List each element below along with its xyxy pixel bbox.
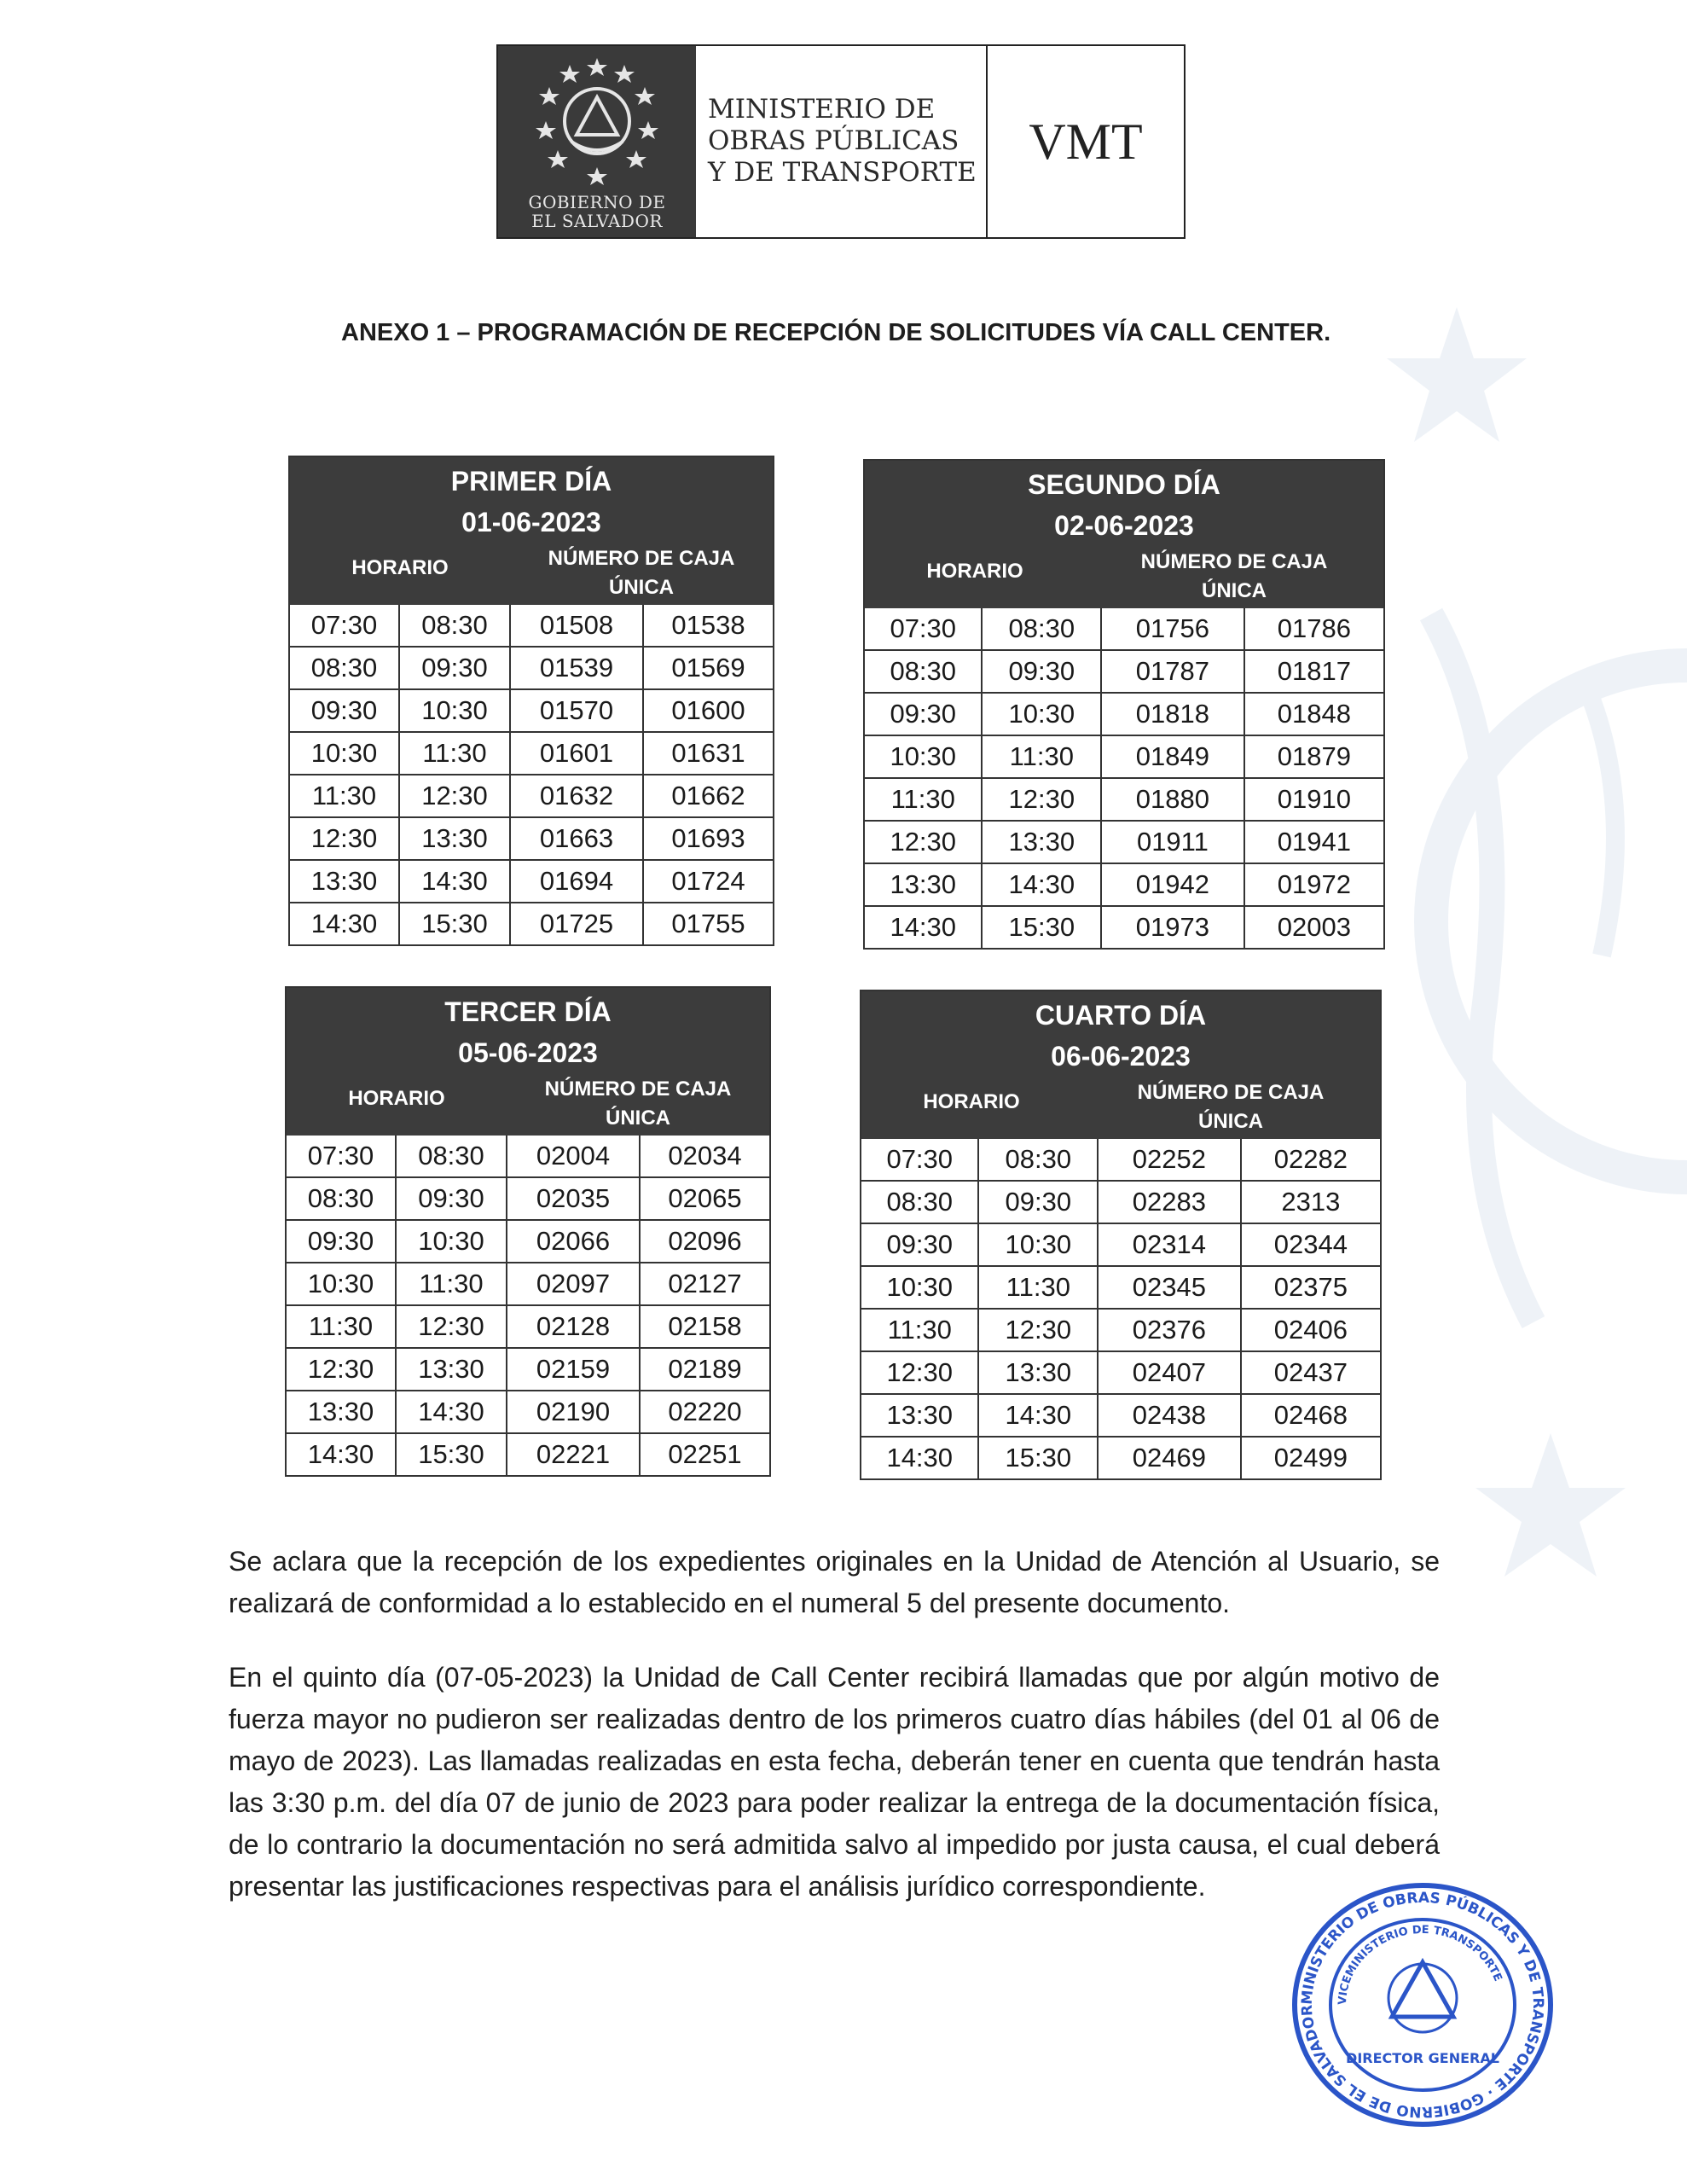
box-number-end-cell: 02096 — [640, 1220, 769, 1263]
column-header-caja: NÚMERO DE CAJA ÚNICA — [548, 547, 735, 599]
box-number-start-cell: 01973 — [1101, 906, 1244, 948]
time-start-cell: 12:30 — [290, 817, 399, 860]
box-number-end-cell: 02158 — [640, 1305, 769, 1348]
government-logo — [498, 46, 696, 237]
box-number-start-cell: 02066 — [507, 1220, 640, 1263]
day-date: 05-06-2023 — [458, 1037, 598, 1068]
box-number-start-cell: 01849 — [1101, 735, 1244, 778]
time-start-cell: 09:30 — [865, 693, 982, 735]
time-end-cell: 13:30 — [982, 821, 1101, 863]
column-header-horario: HORARIO — [348, 1087, 445, 1110]
svg-text:MINISTERIO DE OBRAS PÚBLICAS Y: MINISTERIO DE OBRAS PÚBLICAS Y DE TRANSPORTE · GOBIERNO DE EL SALVADOR — [1298, 1889, 1547, 2121]
table-row — [287, 1391, 769, 1433]
box-number-start-cell: 02407 — [1098, 1351, 1241, 1394]
table-row — [861, 1181, 1380, 1223]
table-row — [290, 605, 773, 647]
box-number-start-cell: 02469 — [1098, 1437, 1241, 1478]
box-number-start-cell: 02097 — [507, 1263, 640, 1305]
time-start-cell: 07:30 — [861, 1139, 978, 1181]
table-row — [861, 1437, 1380, 1478]
time-end-cell: 12:30 — [399, 775, 510, 817]
table-row — [290, 903, 773, 944]
day-label: TERCER DÍA — [444, 996, 612, 1027]
box-number-start-cell: 02252 — [1098, 1139, 1241, 1181]
box-number-start-cell: 01818 — [1101, 693, 1244, 735]
box-number-end-cell: 01972 — [1244, 863, 1383, 906]
box-number-end-cell: 01817 — [1244, 650, 1383, 693]
time-start-cell: 14:30 — [287, 1433, 396, 1475]
box-number-end-cell: 01538 — [643, 605, 773, 647]
time-start-cell: 11:30 — [290, 775, 399, 817]
table-row — [865, 778, 1383, 821]
schedule-table-day-3 — [285, 986, 771, 1477]
time-start-cell: 10:30 — [290, 732, 399, 775]
box-number-start-cell: 02004 — [507, 1136, 640, 1177]
time-end-cell: 11:30 — [399, 732, 510, 775]
box-number-end-cell: 01848 — [1244, 693, 1383, 735]
time-end-cell: 15:30 — [396, 1433, 507, 1475]
column-header-caja: NÚMERO DE CAJA ÚNICA — [1140, 550, 1328, 602]
column-header-horario: HORARIO — [923, 1090, 1020, 1113]
time-start-cell: 09:30 — [861, 1223, 978, 1266]
time-start-cell: 08:30 — [287, 1177, 396, 1220]
table-row — [861, 1351, 1380, 1394]
table-row — [287, 1220, 769, 1263]
day-date: 02-06-2023 — [1054, 510, 1194, 541]
time-start-cell: 12:30 — [287, 1348, 396, 1391]
schedule-header — [865, 461, 1383, 608]
box-number-end-cell: 01600 — [643, 689, 773, 732]
table-row — [290, 689, 773, 732]
time-start-cell: 11:30 — [861, 1309, 978, 1351]
table-row — [287, 1136, 769, 1177]
day-date: 01-06-2023 — [461, 507, 601, 537]
box-number-start-cell: 02128 — [507, 1305, 640, 1348]
schedule-rows — [290, 605, 773, 944]
day-date: 06-06-2023 — [1051, 1041, 1191, 1072]
box-number-start-cell: 01663 — [510, 817, 643, 860]
table-row — [865, 735, 1383, 778]
table-row — [861, 1266, 1380, 1309]
box-number-start-cell: 01787 — [1101, 650, 1244, 693]
schedule-rows — [865, 608, 1383, 948]
time-end-cell: 11:30 — [982, 735, 1101, 778]
box-number-start-cell: 02159 — [507, 1348, 640, 1391]
time-end-cell: 12:30 — [396, 1305, 507, 1348]
day-label: CUARTO DÍA — [1035, 1000, 1207, 1031]
time-end-cell: 10:30 — [396, 1220, 507, 1263]
box-number-start-cell: 01911 — [1101, 821, 1244, 863]
time-end-cell: 14:30 — [978, 1394, 1098, 1437]
document-title: ANEXO 1 – PROGRAMACIÓN DE RECEPCIÓN DE SOLICITUDES VÍA CALL CENTER. — [341, 319, 1331, 346]
column-header-horario: HORARIO — [351, 556, 449, 579]
logo-caption: GOBIERNO DE EL SALVADOR — [528, 192, 666, 231]
table-row — [865, 863, 1383, 906]
table-row — [290, 817, 773, 860]
box-number-start-cell: 02221 — [507, 1433, 640, 1475]
time-end-cell: 14:30 — [982, 863, 1101, 906]
time-end-cell: 10:30 — [399, 689, 510, 732]
table-row — [865, 693, 1383, 735]
table-row — [865, 906, 1383, 948]
coat-of-arms-icon — [529, 53, 665, 189]
time-end-cell: 13:30 — [399, 817, 510, 860]
time-start-cell: 07:30 — [290, 605, 399, 647]
box-number-start-cell: 02035 — [507, 1177, 640, 1220]
time-start-cell: 11:30 — [287, 1305, 396, 1348]
table-row — [290, 647, 773, 689]
time-start-cell: 07:30 — [865, 608, 982, 650]
time-start-cell: 13:30 — [861, 1394, 978, 1437]
schedule-header — [287, 988, 769, 1136]
box-number-end-cell: 01910 — [1244, 778, 1383, 821]
box-number-start-cell: 02314 — [1098, 1223, 1241, 1266]
column-header-caja: NÚMERO DE CAJA ÚNICA — [1137, 1081, 1325, 1133]
day-label: SEGUNDO DÍA — [1028, 469, 1220, 500]
time-end-cell: 08:30 — [399, 605, 510, 647]
time-end-cell: 15:30 — [978, 1437, 1098, 1478]
box-number-end-cell: 01941 — [1244, 821, 1383, 863]
box-number-end-cell: 02003 — [1244, 906, 1383, 948]
time-end-cell: 09:30 — [396, 1177, 507, 1220]
box-number-start-cell: 01942 — [1101, 863, 1244, 906]
time-end-cell: 14:30 — [399, 860, 510, 903]
official-seal-stamp — [1286, 1877, 1559, 2133]
time-start-cell: 13:30 — [290, 860, 399, 903]
box-number-start-cell: 01632 — [510, 775, 643, 817]
table-row — [865, 821, 1383, 863]
box-number-start-cell: 02438 — [1098, 1394, 1241, 1437]
time-start-cell: 12:30 — [861, 1351, 978, 1394]
box-number-start-cell: 01756 — [1101, 608, 1244, 650]
box-number-end-cell: 01879 — [1244, 735, 1383, 778]
time-end-cell: 08:30 — [982, 608, 1101, 650]
box-number-start-cell: 01539 — [510, 647, 643, 689]
table-row — [865, 650, 1383, 693]
box-number-start-cell: 01570 — [510, 689, 643, 732]
time-end-cell: 08:30 — [978, 1139, 1098, 1181]
day-label: PRIMER DÍA — [450, 466, 612, 497]
ministry-line: Y DE TRANSPORTE — [708, 157, 977, 188]
box-number-end-cell: 01569 — [643, 647, 773, 689]
box-number-start-cell: 02376 — [1098, 1309, 1241, 1351]
box-number-end-cell: 01662 — [643, 775, 773, 817]
table-row — [287, 1305, 769, 1348]
time-start-cell: 08:30 — [865, 650, 982, 693]
time-start-cell: 08:30 — [861, 1181, 978, 1223]
box-number-end-cell: 02220 — [640, 1391, 769, 1433]
table-row — [861, 1309, 1380, 1351]
time-end-cell: 11:30 — [978, 1266, 1098, 1309]
box-number-end-cell: 02065 — [640, 1177, 769, 1220]
svg-text:VICEMINISTERIO DE TRANSPORTE: VICEMINISTERIO DE TRANSPORTE — [1336, 1923, 1504, 2006]
table-row — [287, 1433, 769, 1475]
column-header-horario: HORARIO — [926, 560, 1023, 583]
table-row — [861, 1139, 1380, 1181]
time-start-cell: 13:30 — [865, 863, 982, 906]
time-start-cell: 09:30 — [287, 1220, 396, 1263]
ministry-name — [696, 46, 988, 237]
time-start-cell: 14:30 — [865, 906, 982, 948]
time-end-cell: 10:30 — [978, 1223, 1098, 1266]
table-row — [861, 1223, 1380, 1266]
schedule-rows — [861, 1139, 1380, 1478]
column-header-caja: NÚMERO DE CAJA ÚNICA — [544, 1077, 732, 1130]
paragraph-fifth-day: En el quinto día (07-05-2023) la Unidad de Call Center recibirá llamadas que por algún motivo de fuerza mayor no pudieron ser realizadas dentro de los primeros cuatro días hábiles (del 01 al 06 de mayo de 2023). Las llamadas realizadas en esta fecha, deberán tener en cuenta que tendrán hasta las 3:30 p.m. del día 07 de junio de 2023 para poder realizar la entrega de la documentación física, de lo contrario la documentación no será admitida salvo al impedido por justa causa, el cual deberá presentar las justificaciones respectivas para el análisis jurídico correspondiente. — [229, 1662, 1440, 1902]
time-start-cell: 11:30 — [865, 778, 982, 821]
time-end-cell: 09:30 — [399, 647, 510, 689]
time-end-cell: 10:30 — [982, 693, 1101, 735]
time-start-cell: 07:30 — [287, 1136, 396, 1177]
box-number-end-cell: 02344 — [1241, 1223, 1380, 1266]
schedule-table-day-1 — [288, 456, 774, 946]
box-number-start-cell: 01880 — [1101, 778, 1244, 821]
box-number-end-cell: 02251 — [640, 1433, 769, 1475]
box-number-end-cell: 02406 — [1241, 1309, 1380, 1351]
box-number-start-cell: 01725 — [510, 903, 643, 944]
box-number-end-cell: 02189 — [640, 1348, 769, 1391]
time-end-cell: 13:30 — [396, 1348, 507, 1391]
time-start-cell: 13:30 — [287, 1391, 396, 1433]
time-start-cell: 08:30 — [290, 647, 399, 689]
schedule-header — [290, 457, 773, 605]
table-row — [287, 1177, 769, 1220]
box-number-end-cell: 01693 — [643, 817, 773, 860]
table-row — [287, 1348, 769, 1391]
box-number-end-cell: 2313 — [1241, 1181, 1380, 1223]
table-row — [861, 1394, 1380, 1437]
box-number-start-cell: 02190 — [507, 1391, 640, 1433]
table-row — [865, 608, 1383, 650]
box-number-end-cell: 01755 — [643, 903, 773, 944]
time-end-cell: 12:30 — [978, 1309, 1098, 1351]
time-end-cell: 12:30 — [982, 778, 1101, 821]
document-header — [496, 44, 1186, 239]
schedule-rows — [287, 1136, 769, 1475]
time-start-cell: 10:30 — [861, 1266, 978, 1309]
box-number-end-cell: 01724 — [643, 860, 773, 903]
time-start-cell: 10:30 — [865, 735, 982, 778]
time-end-cell: 15:30 — [982, 906, 1101, 948]
time-end-cell: 08:30 — [396, 1136, 507, 1177]
time-end-cell: 15:30 — [399, 903, 510, 944]
ministry-line: OBRAS PÚBLICAS — [708, 125, 959, 156]
time-end-cell: 14:30 — [396, 1391, 507, 1433]
box-number-start-cell: 01601 — [510, 732, 643, 775]
time-end-cell: 11:30 — [396, 1263, 507, 1305]
table-row — [290, 775, 773, 817]
box-number-start-cell: 01508 — [510, 605, 643, 647]
schedule-header — [861, 991, 1380, 1139]
box-number-end-cell: 02034 — [640, 1136, 769, 1177]
box-number-start-cell: 02345 — [1098, 1266, 1241, 1309]
box-number-end-cell: 02282 — [1241, 1139, 1380, 1181]
box-number-end-cell: 01786 — [1244, 608, 1383, 650]
ministry-line: MINISTERIO DE — [708, 94, 936, 125]
box-number-start-cell: 02283 — [1098, 1181, 1241, 1223]
box-number-end-cell: 02437 — [1241, 1351, 1380, 1394]
box-number-end-cell: 02127 — [640, 1263, 769, 1305]
svg-text:DIRECTOR GENERAL: DIRECTOR GENERAL — [1346, 2050, 1499, 2066]
box-number-start-cell: 01694 — [510, 860, 643, 903]
time-start-cell: 14:30 — [861, 1437, 978, 1478]
time-start-cell: 09:30 — [290, 689, 399, 732]
schedule-table-day-2 — [863, 459, 1385, 950]
table-row — [290, 860, 773, 903]
time-end-cell: 09:30 — [982, 650, 1101, 693]
time-end-cell: 09:30 — [978, 1181, 1098, 1223]
agency-acronym: VMT — [1029, 113, 1143, 170]
time-start-cell: 12:30 — [865, 821, 982, 863]
paragraph-reception-note: Se aclara que la recepción de los expedientes originales en la Unidad de Atención al Usuario, se realizará de conformidad a lo establecido en el numeral 5 del presente documento. — [229, 1546, 1440, 1618]
time-start-cell: 10:30 — [287, 1263, 396, 1305]
box-number-end-cell: 02468 — [1241, 1394, 1380, 1437]
time-start-cell: 14:30 — [290, 903, 399, 944]
box-number-end-cell: 01631 — [643, 732, 773, 775]
schedule-table-day-4 — [860, 990, 1382, 1480]
table-row — [290, 732, 773, 775]
table-row — [287, 1263, 769, 1305]
box-number-end-cell: 02499 — [1241, 1437, 1380, 1478]
time-end-cell: 13:30 — [978, 1351, 1098, 1394]
box-number-end-cell: 02375 — [1241, 1266, 1380, 1309]
